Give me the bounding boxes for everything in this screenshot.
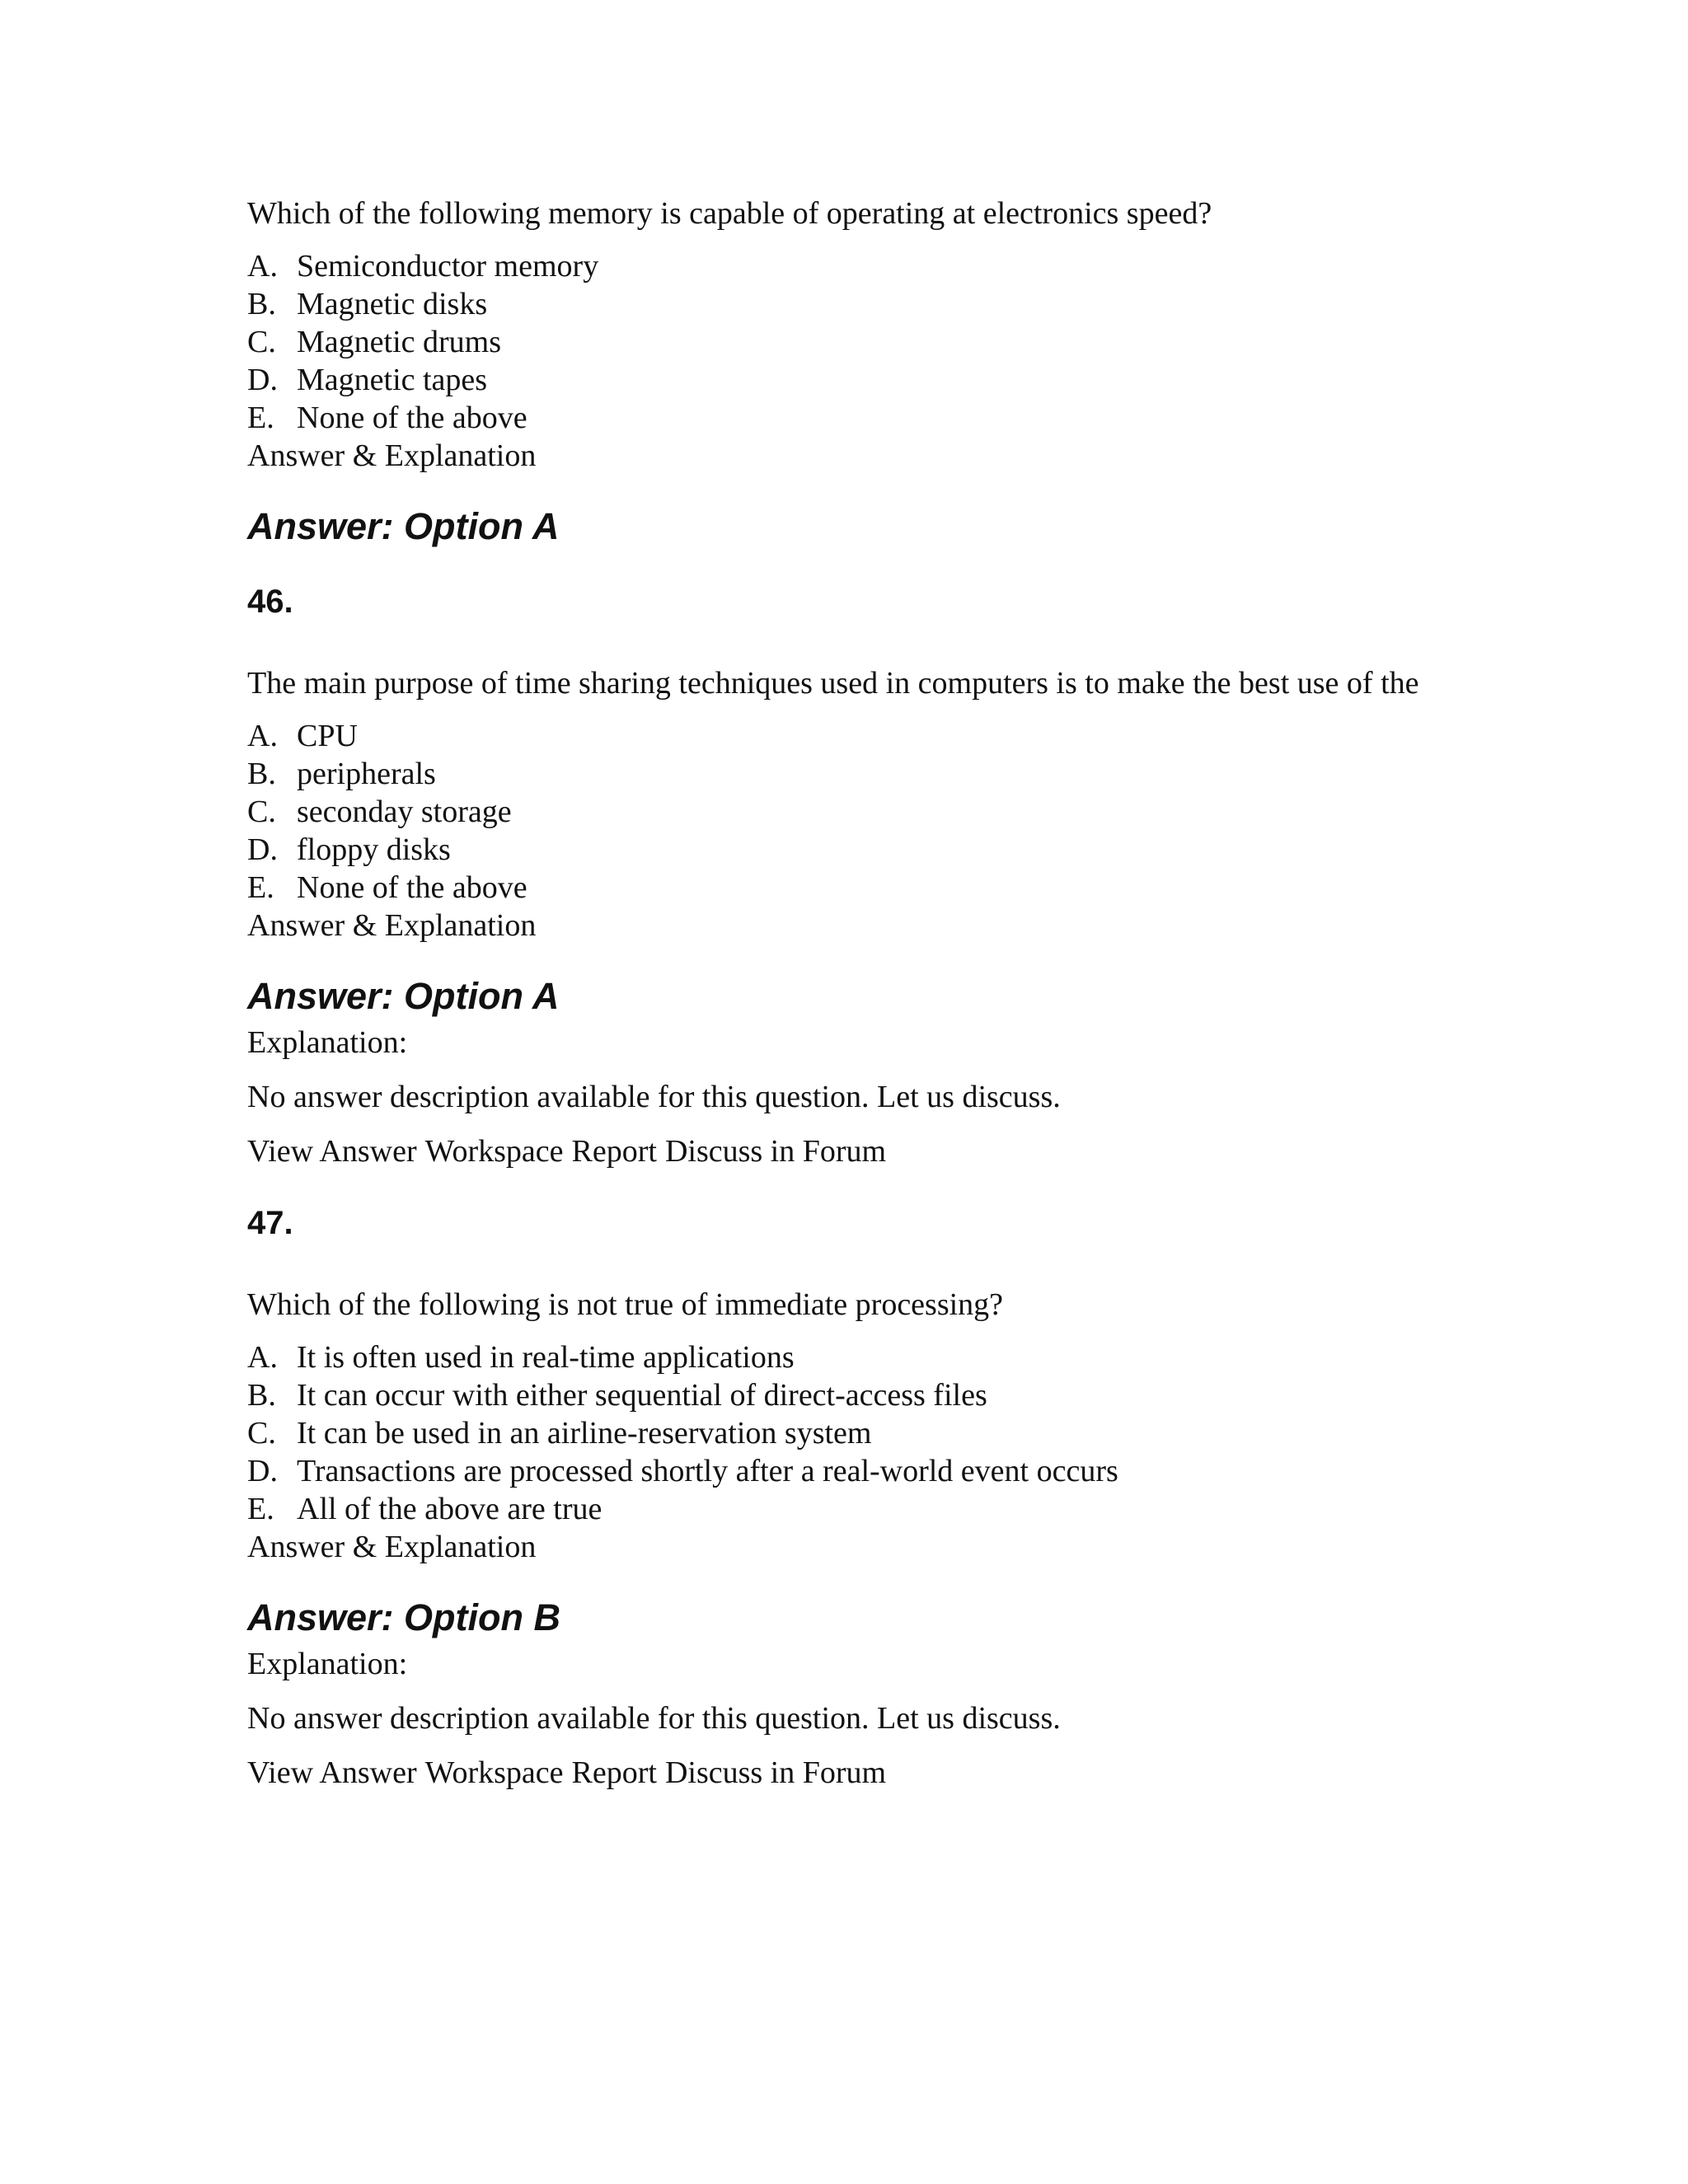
document-page bbox=[247, 194, 1451, 1792]
option-text: It can occur with either sequential of direct-access files bbox=[297, 1378, 987, 1413]
explanation-label: Explanation: bbox=[247, 1647, 408, 1681]
explanation-text: No answer description available for this question. Let us discuss. bbox=[247, 1701, 1061, 1736]
options-list bbox=[247, 247, 1451, 437]
option-a bbox=[247, 1338, 1451, 1376]
report-link[interactable]: Report bbox=[571, 1134, 657, 1169]
option-letter: D. bbox=[247, 832, 278, 867]
answer-heading: Answer: Option B bbox=[247, 1596, 560, 1638]
option-letter: C. bbox=[247, 794, 276, 829]
options-list bbox=[247, 717, 1451, 907]
explanation-label: Explanation: bbox=[247, 1025, 408, 1060]
question-text: The main purpose of time sharing techniques used in computers is to make the best use of the bbox=[247, 666, 1419, 701]
option-text: None of the above bbox=[297, 870, 528, 905]
option-letter: D. bbox=[247, 1454, 278, 1488]
option-text: It is often used in real-time applications bbox=[297, 1340, 795, 1375]
answer-heading: Answer: Option A bbox=[247, 505, 560, 547]
discuss-in-forum-link[interactable]: Discuss in Forum bbox=[664, 1755, 887, 1790]
option-d bbox=[247, 831, 1451, 869]
question-47 bbox=[247, 1203, 1451, 1792]
option-letter: B. bbox=[247, 757, 276, 791]
view-answer-link[interactable]: View Answer bbox=[247, 1134, 417, 1169]
option-text: Semiconductor memory bbox=[297, 249, 599, 284]
option-text: Magnetic tapes bbox=[297, 363, 488, 397]
option-letter: B. bbox=[247, 287, 276, 321]
option-text: CPU bbox=[297, 719, 358, 753]
option-letter: A. bbox=[247, 719, 278, 753]
option-text: peripherals bbox=[297, 757, 436, 791]
option-letter: E. bbox=[247, 1492, 274, 1526]
question-actions bbox=[247, 1754, 1451, 1792]
option-a bbox=[247, 717, 1451, 755]
options-list bbox=[247, 1338, 1451, 1528]
option-letter: C. bbox=[247, 325, 276, 359]
answer-explanation-link[interactable]: Answer & Explanation bbox=[247, 438, 537, 473]
option-b bbox=[247, 755, 1451, 793]
option-letter: B. bbox=[247, 1378, 276, 1413]
report-link[interactable]: Report bbox=[571, 1755, 657, 1790]
option-text: floppy disks bbox=[297, 832, 451, 867]
question-number: 46. bbox=[247, 583, 293, 620]
option-d bbox=[247, 1452, 1451, 1490]
option-c bbox=[247, 793, 1451, 831]
option-a bbox=[247, 247, 1451, 285]
option-b bbox=[247, 1376, 1451, 1414]
option-text: Magnetic drums bbox=[297, 325, 502, 359]
question-actions bbox=[247, 1132, 1451, 1170]
option-letter: C. bbox=[247, 1416, 276, 1451]
option-text: Transactions are processed shortly after a real-world event occurs bbox=[297, 1454, 1118, 1488]
question-text: Which of the following memory is capable of operating at electronics speed? bbox=[247, 196, 1212, 231]
answer-explanation-link[interactable]: Answer & Explanation bbox=[247, 908, 537, 943]
discuss-in-forum-link[interactable]: Discuss in Forum bbox=[664, 1134, 887, 1169]
answer-heading: Answer: Option A bbox=[247, 975, 560, 1017]
option-e bbox=[247, 869, 1451, 907]
option-letter: D. bbox=[247, 363, 278, 397]
option-c bbox=[247, 1414, 1451, 1452]
option-text: All of the above are true bbox=[297, 1492, 603, 1526]
question-number: 47. bbox=[247, 1205, 293, 1241]
option-c bbox=[247, 323, 1451, 361]
option-b bbox=[247, 285, 1451, 323]
option-e bbox=[247, 399, 1451, 437]
option-e bbox=[247, 1490, 1451, 1528]
workspace-link[interactable]: Workspace bbox=[424, 1755, 564, 1790]
explanation-text: No answer description available for this question. Let us discuss. bbox=[247, 1080, 1061, 1114]
option-letter: E. bbox=[247, 401, 274, 435]
view-answer-link[interactable]: View Answer bbox=[247, 1755, 417, 1790]
answer-explanation-link[interactable]: Answer & Explanation bbox=[247, 1530, 537, 1564]
option-text: None of the above bbox=[297, 401, 528, 435]
option-d bbox=[247, 361, 1451, 399]
option-text: seconday storage bbox=[297, 794, 512, 829]
option-text: Magnetic disks bbox=[297, 287, 488, 321]
option-letter: A. bbox=[247, 1340, 278, 1375]
question-text: Which of the following is not true of immediate processing? bbox=[247, 1287, 1004, 1322]
option-letter: A. bbox=[247, 249, 278, 284]
option-text: It can be used in an airline-reservation system bbox=[297, 1416, 872, 1451]
workspace-link[interactable]: Workspace bbox=[424, 1134, 564, 1169]
option-letter: E. bbox=[247, 870, 274, 905]
question-45 bbox=[247, 194, 1451, 549]
question-46 bbox=[247, 582, 1451, 1170]
